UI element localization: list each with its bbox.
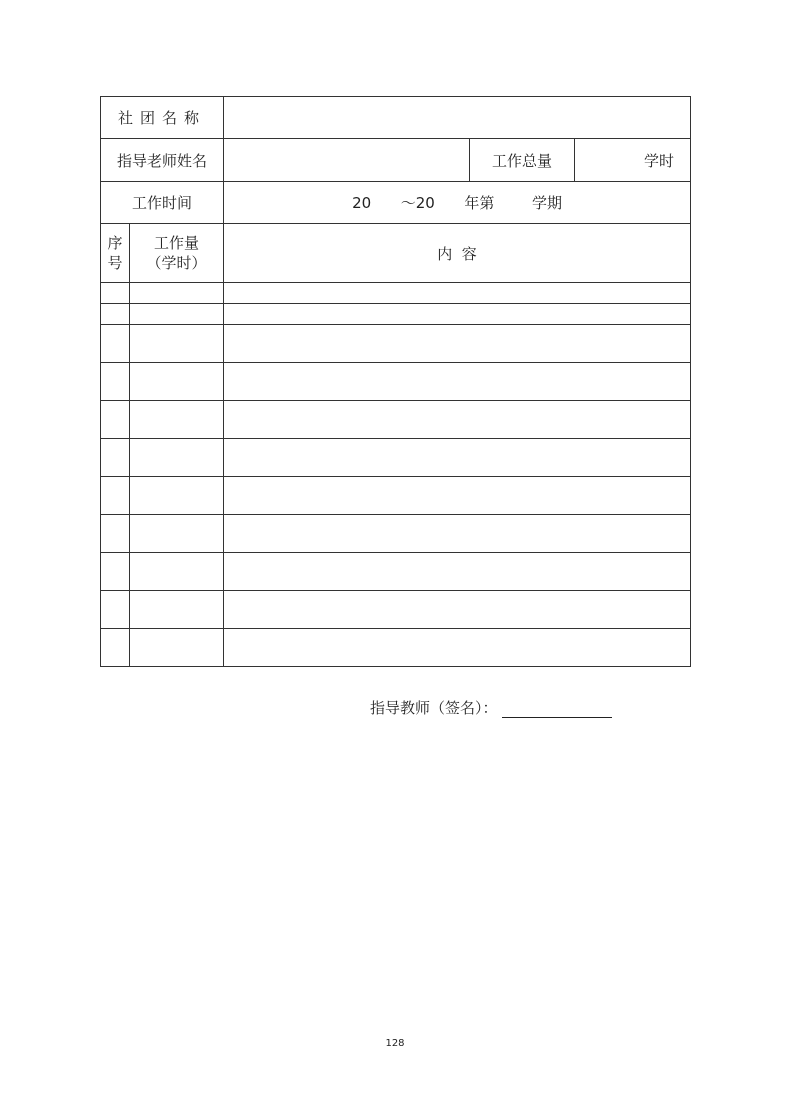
content-cell[interactable] [224,304,691,325]
table-row [101,591,691,629]
content-cell[interactable] [224,325,691,363]
seq-cell[interactable] [101,325,130,363]
seq-cell[interactable] [101,553,130,591]
seq-cell[interactable] [101,283,130,304]
work-time-row [101,182,691,224]
signature-label: 指导教师（签名）： [370,699,498,717]
term-prefix: 20 [352,194,372,212]
term-middle: ～20 [400,194,435,212]
workload-header [130,224,224,283]
workload-cell[interactable] [130,553,224,591]
teacher-name-field[interactable] [224,139,470,182]
content-cell[interactable] [224,629,691,667]
content-cell[interactable] [224,477,691,515]
term-suffix: 学期 [531,194,562,212]
signature-line [370,697,612,718]
seq-cell[interactable] [101,439,130,477]
workload-cell[interactable] [130,283,224,304]
seq-cell[interactable] [101,401,130,439]
workload-cell[interactable] [130,591,224,629]
total-work-unit: 学时 [644,151,675,170]
content-cell[interactable] [224,553,691,591]
table-row [101,439,691,477]
teacher-row [101,139,691,182]
content-cell[interactable] [224,363,691,401]
workload-cell[interactable] [130,401,224,439]
seq-cell[interactable] [101,515,130,553]
table-row [101,401,691,439]
workload-cell[interactable] [130,629,224,667]
content-header: 内 容 [224,224,691,283]
teacher-name-label: 指导老师姓名 [101,139,224,182]
signature-field[interactable] [502,701,612,718]
term-field[interactable] [224,182,691,224]
table-row [101,477,691,515]
table-row [101,629,691,667]
seq-cell[interactable] [101,591,130,629]
table-row [101,553,691,591]
workload-cell[interactable] [130,439,224,477]
content-cell[interactable] [224,439,691,477]
seq-cell[interactable] [101,304,130,325]
total-work-label: 工作总量 [470,139,575,182]
table-row [101,363,691,401]
content-cell[interactable] [224,283,691,304]
club-name-row [101,97,691,139]
workload-cell[interactable] [130,477,224,515]
term-year: 年第 [464,194,495,212]
workload-cell[interactable] [130,304,224,325]
seq-header-text: 序号 [107,234,123,272]
seq-cell[interactable] [101,477,130,515]
workload-cell[interactable] [130,325,224,363]
seq-cell[interactable] [101,629,130,667]
total-work-field[interactable] [575,139,691,182]
workload-cell[interactable] [130,363,224,401]
workload-header-line1: 工作量 [154,234,200,252]
club-name-field[interactable] [224,97,691,139]
table-row [101,283,691,304]
page-number: 128 [385,1038,405,1049]
work-time-label: 工作时间 [101,182,224,224]
content-cell[interactable] [224,401,691,439]
content-cell[interactable] [224,515,691,553]
club-name-label: 社团名称 [101,97,224,139]
workload-header-line2: （学时） [146,254,207,272]
content-cell[interactable] [224,591,691,629]
seq-cell[interactable] [101,363,130,401]
seq-header [101,224,130,283]
column-header-row [101,224,691,283]
table-row [101,515,691,553]
table-row [101,325,691,363]
workload-cell[interactable] [130,515,224,553]
club-work-record-table [100,96,691,667]
table-row [101,304,691,325]
